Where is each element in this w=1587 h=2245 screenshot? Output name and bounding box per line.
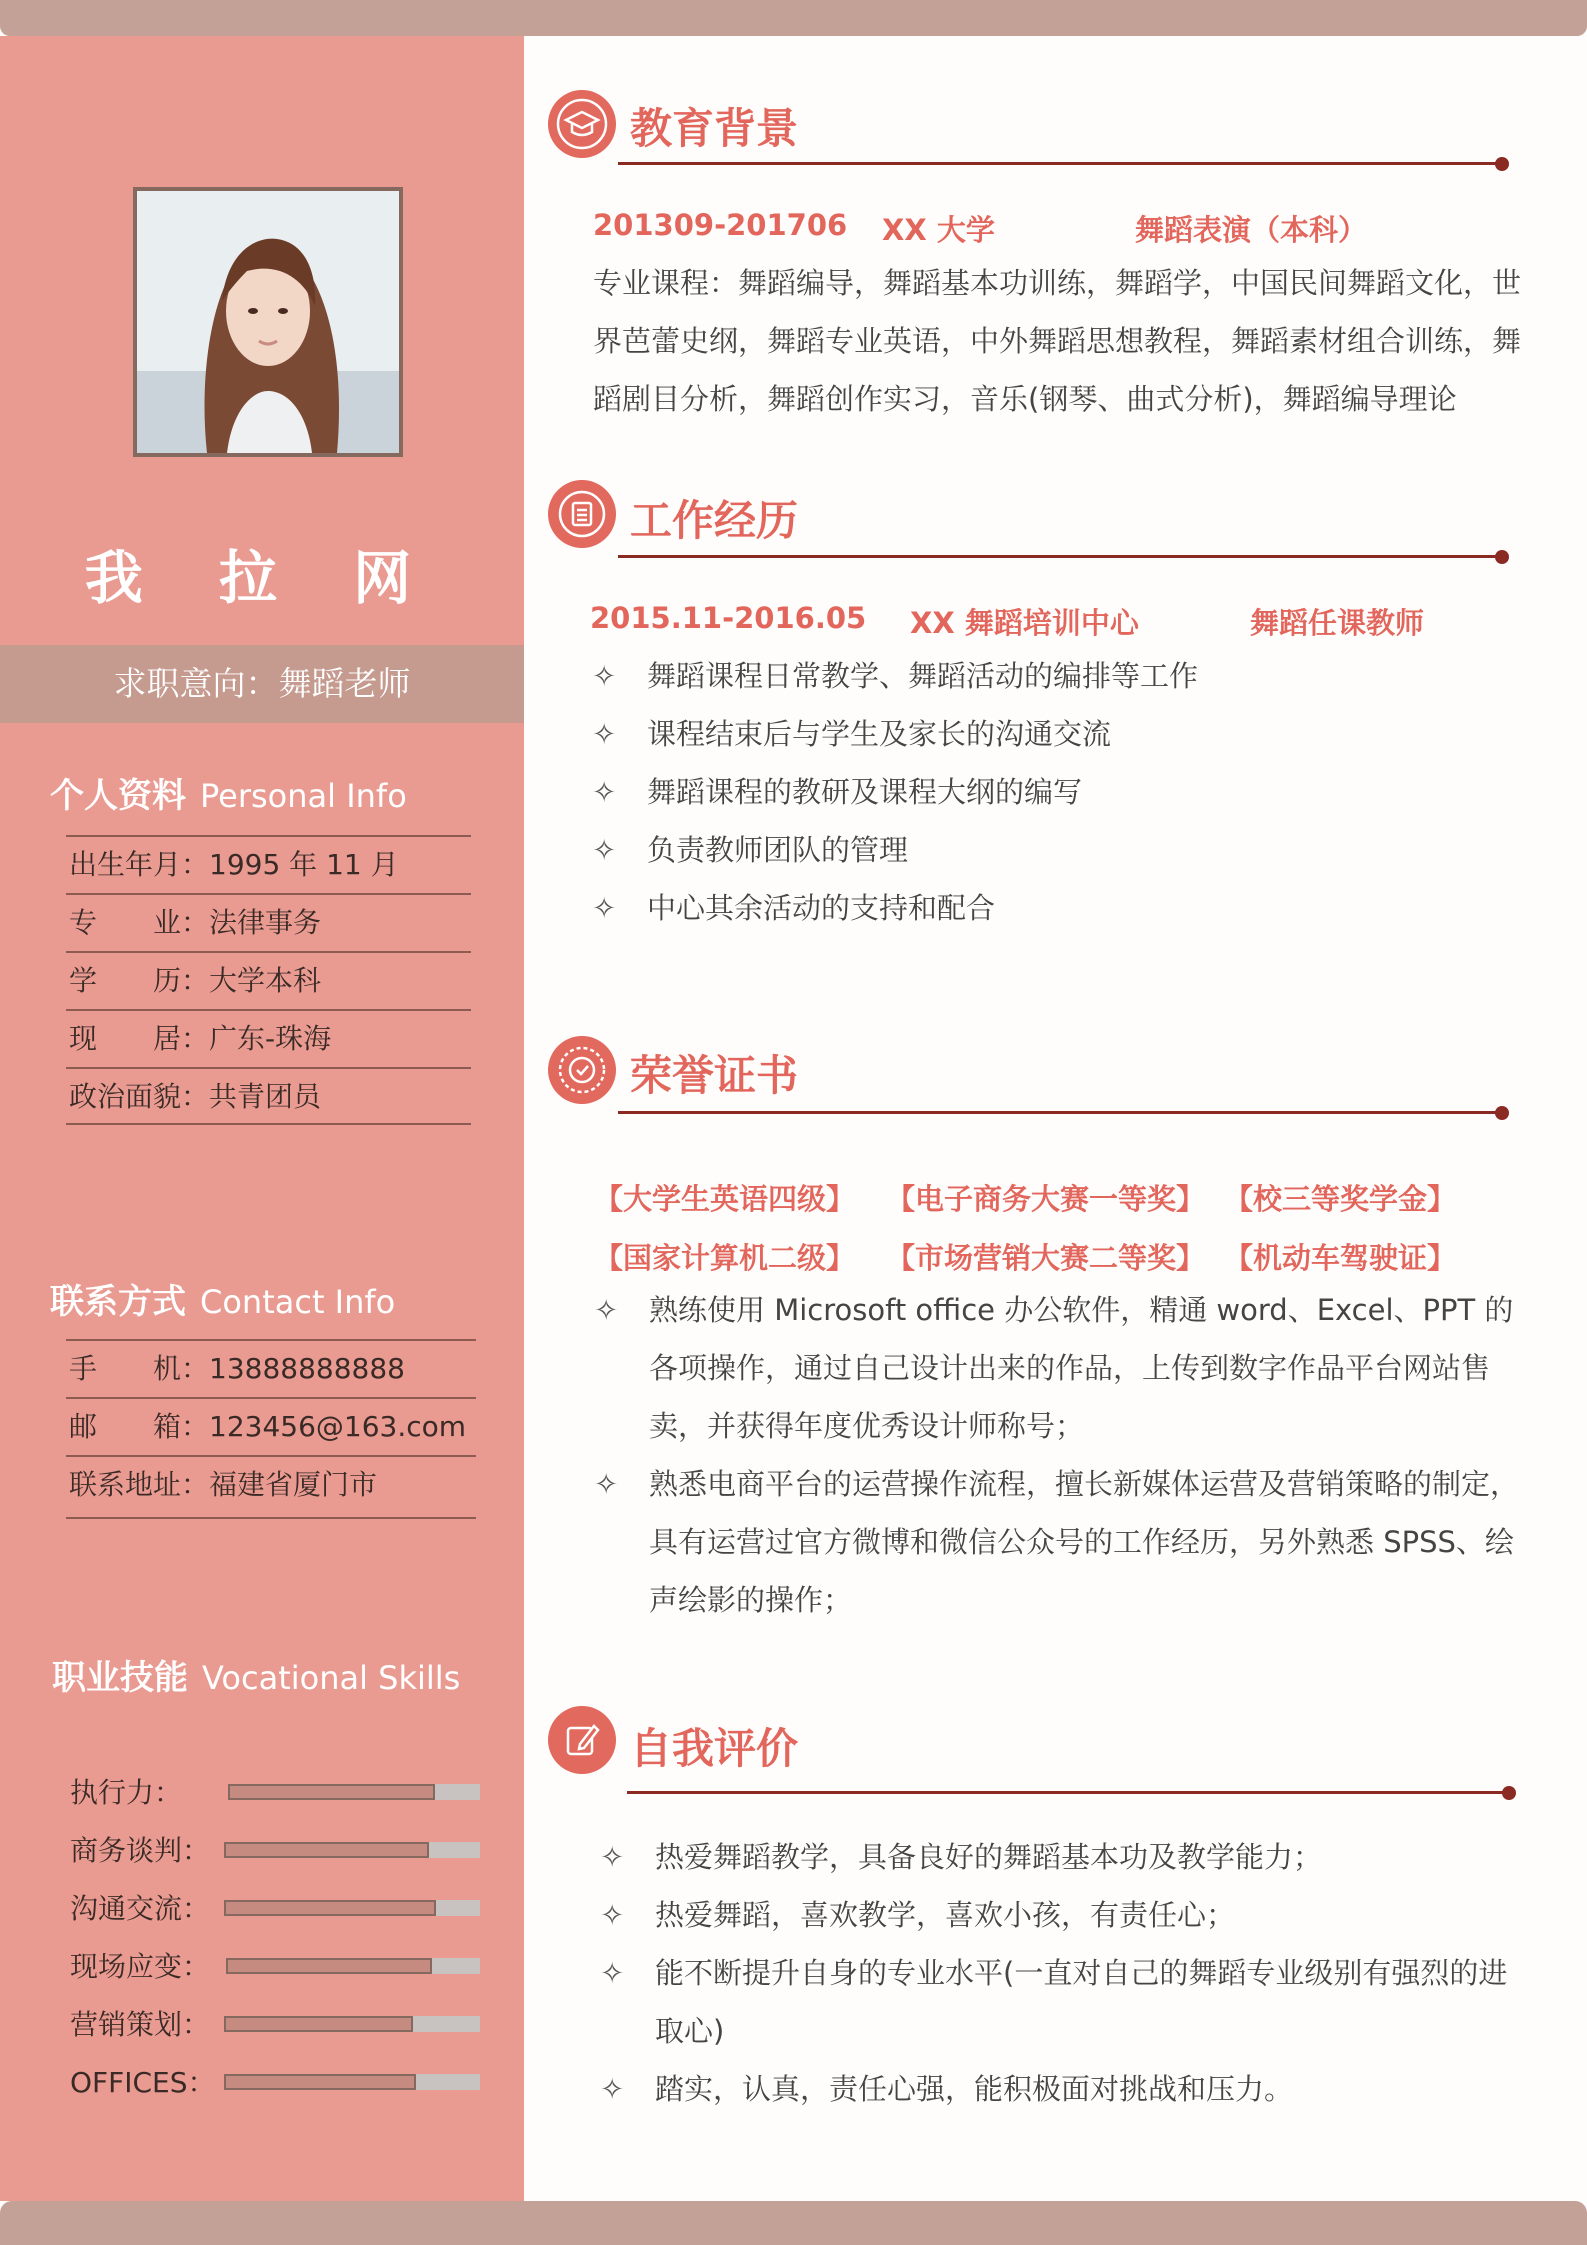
- duty-text: 舞蹈课程的教研及课程大纲的编写: [647, 775, 1083, 809]
- cert-marketing-second: 【市场营销大赛二等奖】: [886, 1241, 1206, 1275]
- work-divider: [618, 555, 1502, 558]
- phone-value: 13888888888: [209, 1352, 405, 1385]
- portrait-illustration: [137, 191, 399, 453]
- cert-driving-license: 【机动车驾驶证】: [1224, 1241, 1457, 1275]
- education-school: XX 大学: [882, 213, 995, 247]
- self-eval-list: [600, 1828, 1536, 2118]
- skill-row: [70, 2061, 480, 2101]
- skills-title: 职业技能: [52, 1658, 188, 1698]
- info-label: 手 机：: [69, 1352, 210, 1385]
- edit-pen-icon: [548, 1706, 616, 1774]
- info-label: 现 居：: [69, 1022, 210, 1055]
- bullet-star-icon: ✧: [592, 833, 617, 867]
- duty-text: 舞蹈课程日常教学、舞蹈活动的编排等工作: [647, 659, 1199, 693]
- skill-bar-fill: [224, 1900, 436, 1916]
- info-label: 邮 箱：: [69, 1410, 210, 1443]
- skill-label: 沟通交流：: [70, 1892, 211, 1925]
- skill-bar-track: [224, 1842, 480, 1858]
- info-row-political: [66, 1067, 471, 1125]
- honor-text: 熟悉电商平台的运营操作流程，擅长新媒体运营及营销策略的制定，具有运营过官方微博和微信公众号的工作经历，另外熟悉 SPSS、绘声绘影的操作；: [649, 1467, 1520, 1617]
- work-period: 2015.11-2016.05: [590, 601, 867, 635]
- address-value: 福建省厦门市: [209, 1468, 378, 1501]
- bullet-star-icon: ✧: [594, 1467, 619, 1501]
- self-eval-divider-dot: [1502, 1786, 1516, 1800]
- list-item: [592, 879, 1532, 937]
- info-value: 广东-珠海: [209, 1022, 332, 1055]
- work-divider-dot: [1495, 550, 1509, 564]
- skill-bar-track: [226, 1958, 480, 1974]
- skill-bar-track: [224, 2074, 480, 2090]
- cert-computer-level2: 【国家计算机二级】: [594, 1241, 856, 1275]
- education-divider: [618, 162, 1502, 165]
- contact-row-phone: [66, 1339, 476, 1397]
- personal-info-title-en: Personal Info: [200, 777, 407, 815]
- personal-info-heading: [50, 768, 407, 817]
- bullet-star-icon: ✧: [600, 2072, 625, 2106]
- skill-label: 执行力：: [70, 1776, 183, 1809]
- bottom-decor-bar: [0, 2201, 1587, 2245]
- list-icon: [548, 480, 616, 548]
- list-item: [592, 705, 1532, 763]
- honors-divider: [618, 1111, 1502, 1114]
- bullet-star-icon: ✧: [594, 1293, 619, 1327]
- duty-text: 负责教师团队的管理: [647, 833, 909, 867]
- info-value: 共青团员: [209, 1080, 322, 1113]
- list-item: [600, 1828, 1536, 1886]
- skill-bar-fill: [224, 2074, 416, 2090]
- skill-row: [70, 1945, 480, 1985]
- eval-text: 踏实，认真，责任心强，能积极面对挑战和压力。: [655, 2072, 1294, 2106]
- work-duties-list: [592, 647, 1532, 937]
- education-title: 教育背景: [630, 104, 799, 153]
- info-row-residence: [66, 1009, 471, 1067]
- skill-label: 营销策划：: [70, 2008, 211, 2041]
- personal-info-list: [66, 835, 471, 1125]
- contact-row-address: [66, 1455, 476, 1519]
- info-label: 出生年月：: [69, 848, 210, 881]
- info-value: 法律事务: [209, 906, 322, 939]
- contact-info-title-en: Contact Info: [200, 1283, 396, 1321]
- skill-row: [70, 1829, 480, 1869]
- cert-scholarship: 【校三等奖学金】: [1224, 1182, 1457, 1216]
- bullet-star-icon: ✧: [592, 659, 617, 693]
- bullet-star-icon: ✧: [600, 1898, 625, 1932]
- info-label: 学 历：: [69, 964, 210, 997]
- job-intent: 求职意向：舞蹈老师: [0, 645, 524, 723]
- education-period: 201309-201706: [593, 208, 848, 242]
- skill-bar-fill: [226, 1958, 432, 1974]
- skill-label: 现场应变：: [70, 1950, 211, 1983]
- work-company: XX 舞蹈培训中心: [910, 606, 1139, 640]
- skill-bar-fill: [228, 1784, 435, 1800]
- eval-text: 热爱舞蹈教学，具备良好的舞蹈基本功及教学能力；: [655, 1840, 1323, 1874]
- list-item: [594, 1455, 1536, 1629]
- eval-text: 能不断提升自身的专业水平(一直对自己的舞蹈专业级别有强烈的进取心): [655, 1956, 1508, 2048]
- contact-info-list: [66, 1339, 476, 1519]
- bullet-star-icon: ✧: [600, 1840, 625, 1874]
- list-item: [594, 1281, 1536, 1455]
- self-eval-divider: [627, 1791, 1509, 1794]
- duty-text: 课程结束后与学生及家长的沟通交流: [647, 717, 1112, 751]
- list-item: [592, 821, 1532, 879]
- list-item: [600, 1886, 1536, 1944]
- work-title: 工作经历: [630, 496, 799, 545]
- education-divider-dot: [1495, 157, 1509, 171]
- personal-info-title: 个人资料: [50, 776, 186, 816]
- honors-skills-list: [594, 1281, 1536, 1629]
- bullet-star-icon: ✧: [600, 1956, 625, 1990]
- bullet-star-icon: ✧: [592, 891, 617, 925]
- bullet-star-icon: ✧: [592, 717, 617, 751]
- skill-bar-track: [224, 2016, 480, 2032]
- bullet-star-icon: ✧: [592, 775, 617, 809]
- info-row-education: [66, 951, 471, 1009]
- eval-text: 热爱舞蹈，喜欢教学，喜欢小孩，有责任心；: [655, 1898, 1236, 1932]
- info-value: 1995 年 11 月: [209, 848, 399, 881]
- list-item: [600, 2060, 1536, 2118]
- contact-info-heading: [50, 1274, 395, 1323]
- work-position: 舞蹈任课教师: [1250, 606, 1425, 640]
- info-label: 专 业：: [69, 906, 210, 939]
- self-eval-title: 自我评价: [630, 1724, 799, 1773]
- list-item: [592, 647, 1532, 705]
- honors-divider-dot: [1495, 1106, 1509, 1120]
- list-item: [592, 763, 1532, 821]
- contact-info-title: 联系方式: [50, 1282, 186, 1322]
- profile-photo: [133, 187, 403, 457]
- info-row-major: [66, 893, 471, 951]
- education-courses: 专业课程：舞蹈编导，舞蹈基本功训练，舞蹈学，中国民间舞蹈文化，世界芭蕾史纲，舞蹈专业英语，中外舞蹈思想教程，舞蹈素材组合训练，舞蹈剧目分析，舞蹈创作实习，音乐(钢琴、曲式分析)，舞蹈编导理论: [593, 266, 1522, 416]
- top-decor-bar: [0, 0, 1587, 36]
- skill-label: 商务谈判：: [70, 1834, 211, 1867]
- list-item: [600, 1944, 1536, 2060]
- honor-text: 熟练使用 Microsoft office 办公软件，精通 word、Excel、PPT 的各项操作，通过自己设计出来的作品，上传到数字作品平台网站售卖，并获得年度优秀设计师称号；: [649, 1293, 1514, 1443]
- skill-bar-fill: [224, 2016, 413, 2032]
- skills-heading: [52, 1650, 460, 1699]
- graduation-cap-icon: [548, 90, 616, 158]
- skill-bar-track: [224, 1900, 480, 1916]
- skill-bar-track: [228, 1784, 480, 1800]
- cert-cet4: 【大学生英语四级】: [594, 1182, 856, 1216]
- info-value: 大学本科: [209, 964, 322, 997]
- info-label: 政治面貌：: [69, 1080, 210, 1113]
- award-badge-icon: [548, 1036, 616, 1104]
- skill-row: [70, 1887, 480, 1927]
- honors-title: 荣誉证书: [630, 1051, 799, 1100]
- skill-bar-fill: [224, 1842, 429, 1858]
- skills-title-en: Vocational Skills: [202, 1659, 461, 1697]
- sidebar: [0, 36, 524, 2201]
- skill-label: OFFICES：: [70, 2066, 216, 2099]
- duty-text: 中心其余活动的支持和配合: [647, 891, 996, 925]
- education-major: 舞蹈表演（本科）: [1135, 213, 1368, 247]
- email-value: 123456@163.com: [209, 1410, 467, 1443]
- skill-row: [70, 2003, 480, 2043]
- cert-ecommerce-first: 【电子商务大赛一等奖】: [886, 1182, 1206, 1216]
- info-label: 联系地址：: [69, 1468, 210, 1501]
- info-row-birth: [66, 835, 471, 893]
- skill-row: [70, 1771, 480, 1811]
- candidate-name: 我 拉 网: [84, 544, 440, 612]
- contact-row-email: [66, 1397, 476, 1455]
